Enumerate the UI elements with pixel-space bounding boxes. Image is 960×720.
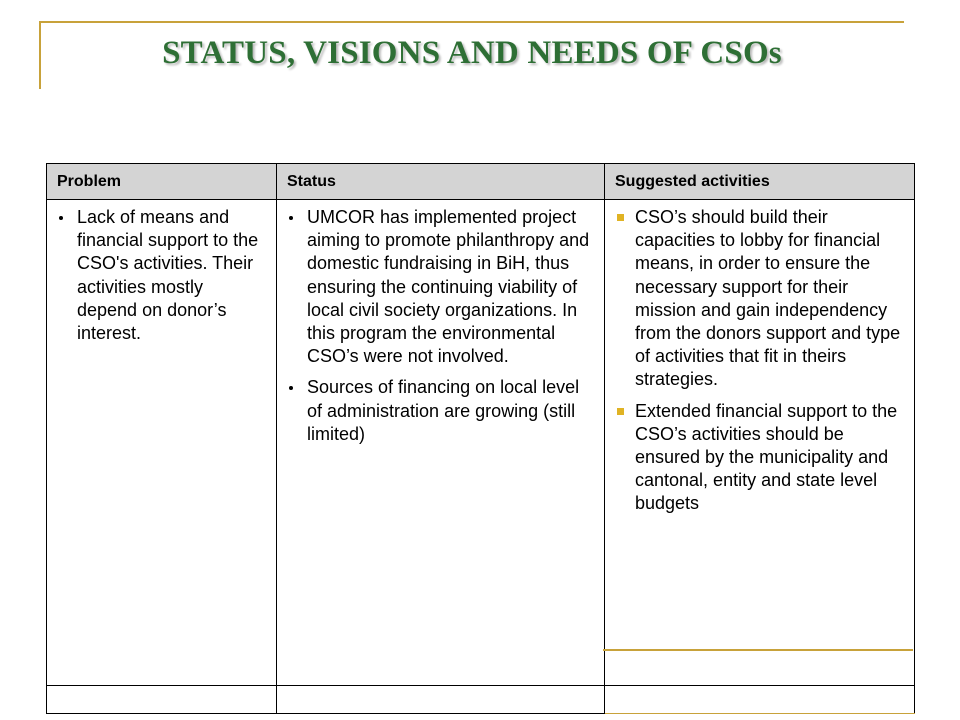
empty-cell [277,686,605,714]
accent-bottom-line [603,649,913,651]
cso-status-table [46,163,915,714]
problem-list [55,206,266,345]
status-cell [277,200,605,686]
problem-cell [47,200,277,686]
table-header-row [47,164,915,200]
table-row-empty [47,686,915,714]
slide-frame-top-line [40,21,904,23]
header-status: Status [277,164,605,200]
header-suggested-activities: Suggested activities [605,164,915,200]
list-item: UMCOR has implemented project aiming to promote philanthropy and domestic fundraising in BiH, thus ensuring the continuing viability of local civil society organizations. In this program the environmental CSO’s were not involved. [285,206,594,368]
list-item: Lack of means and financial support to the CSO's activities. Their activities mostly depend on donor’s interest. [55,206,266,345]
empty-cell [47,686,277,714]
header-problem: Problem [47,164,277,200]
empty-cell [605,686,915,714]
suggested-cell [605,200,915,686]
list-item: Sources of financing on local level of administration are growing (still limited) [285,376,594,446]
status-list [285,206,594,446]
slide-title: STATUS, VISIONS AND NEEDS OF CSOs [162,35,782,71]
list-item: Extended financial support to the CSO’s activities should be ensured by the municipality and cantonal, entity and state level budgets [613,400,904,516]
list-item: CSO’s should build their capacities to lobby for financial means, in order to ensure the necessary support for their mission and gain independency from the donors support and type of activities that fit in theirs strategies. [613,206,904,392]
suggested-list [613,206,904,516]
table-row [47,200,915,686]
